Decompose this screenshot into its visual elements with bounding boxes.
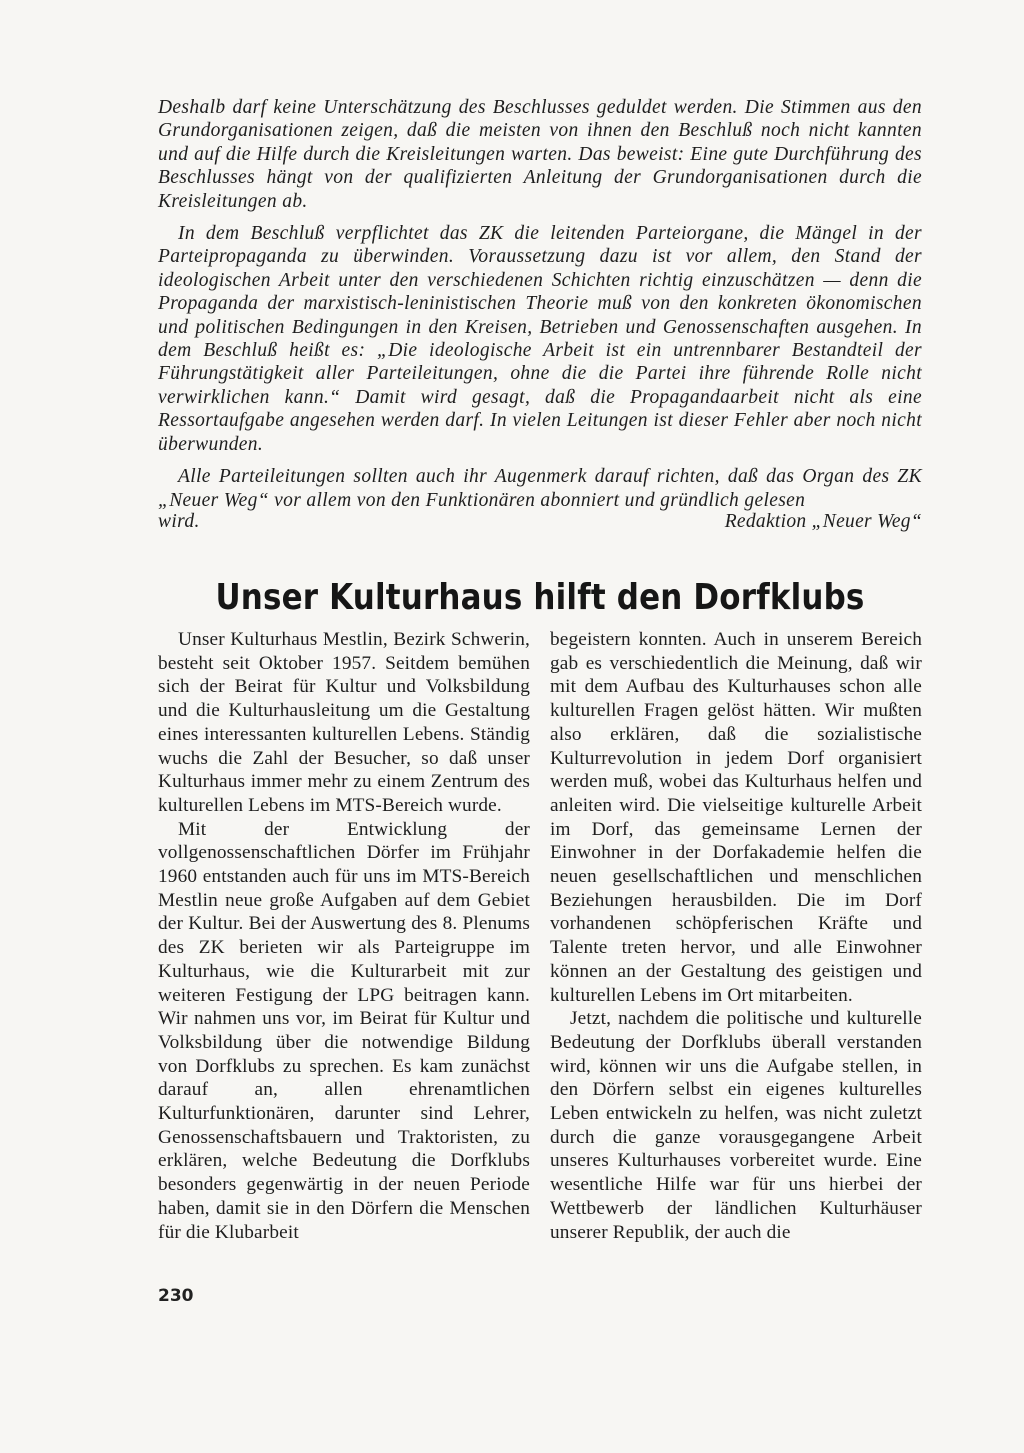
left-column <box>158 628 530 1244</box>
article-body <box>158 628 922 1244</box>
intro-paragraph-1: Deshalb darf keine Unterschätzung des Beschlusses geduldet werden. Die Stimmen aus den Grundorganisationen zeigen, daß die meisten von ihnen den Beschluß noch nicht kannten und auf die Hilfe durch die Kreisleitungen warten. Das beweist: Eine gute Durchführung des Beschlusses hängt von der qualifizierten Anleitung der Grundorganisationen durch die Kreisleitungen ab. <box>158 97 922 212</box>
left-paragraph-2: Mit der Entwicklung der vollgenossenschaftlichen Dörfer im Frühjahr 1960 entstanden auch für uns im MTS-Bereich Mestlin neue große Aufgaben auf dem Gebiet der Kultur. Bei der Auswertung des 8. Plenums des ZK berieten wir als Parteigruppe im Kulturhaus, wie die Kulturarbeit mit zur weiteren Festigung der LPG beitragen kann. Wir nahmen uns vor, im Beirat für Kultur und Volksbildung über die notwendige Bildung von Dorfklubs zu sprechen. Es kam zunächst darauf an, allen ehrenamtlichen Kulturfunktionären, darunter sind Lehrer, Genossenschaftsbauern und Traktoristen, zu erklären, welche Bedeutung die Dorfklubs besonders gegenwärtig in der neuen Periode haben, damit sie in den Dörfern die Menschen für die Klubarbeit <box>158 818 530 1243</box>
right-paragraph-2: Jetzt, nachdem die politische und kulturelle Bedeutung der Dorfklubs überall verstanden wird, können wir uns die Aufgabe stellen, in den Dörfern selbst ein eigenes kulturelles Leben entwickeln zu helfen, was nicht zuletzt durch die ganze vorausgegangene Arbeit unseres Kulturhauses vorbereitet wurde. Eine wesentliche Hilfe war für uns hierbei der Wettbewerb der ländlichen Kulturhäuser unserer Republik, der auch die <box>550 1008 922 1243</box>
right-column <box>550 628 922 1244</box>
left-paragraph-1: Unser Kulturhaus Mestlin, Bezirk Schwerin, besteht seit Oktober 1957. Seitdem bemühen sich der Beirat für Kultur und Volksbildung und die Kulturhausleitung um die Gestaltung eines interessanten kulturellen Lebens. Ständig wuchs die Zahl der Besucher, so daß unser Kulturhaus immer mehr zu einem Zentrum des kulturellen Lebens im MTS-Bereich wurde. <box>158 629 530 816</box>
editorial-intro <box>158 96 922 533</box>
editorial-credit: Redaktion „Neuer Weg“ <box>724 510 922 532</box>
right-paragraph-1: begeistern konnten. Auch in unserem Bereich gab es verschiedentlich die Meinung, daß wir mit dem Aufbau des Kulturhauses schon alle kulturellen Fragen gelöst hätten. Wir mußten also erklären, daß die sozialistische Kulturrevolution in jedem Dorf organisiert werden muß, wobei das Kulturhaus helfen und anleiten wird. Die vielseitige kulturelle Arbeit im Dorf, das gemeinsame Lernen der Einwohner in der Dorfakademie helfen die neuen gesellschaftlichen und menschlichen Beziehungen herausbilden. Die im Dorf vorhandenen schöpferischen Kräfte und Talente treten hervor, und alle Einwohner können an der Gestaltung des geistigen und kulturellen Lebens im Ort mitarbeiten. <box>550 629 922 1006</box>
intro-paragraph-3: Alle Parteileitungen sollten auch ihr Augenmerk darauf richten, daß das Organ des ZK „Neuer Weg“ vor allem von den Funktionären abonniert und gründlich gelesen <box>158 466 922 511</box>
page-number: 230 <box>158 1286 194 1306</box>
article-title: Unser Kulturhaus hilft den Dorfklubs <box>215 577 865 619</box>
intro-last-word: wird. <box>158 510 200 532</box>
intro-closing-line <box>158 510 922 533</box>
intro-paragraph-2: In dem Beschluß verpflichtet das ZK die leitenden Parteiorgane, die Mängel in der Parteipropaganda zu überwinden. Voraussetzung dazu ist vor allem, den Stand der ideologischen Arbeit unter den verschiedenen Schichten richtig einzuschätzen — denn die Propaganda der marxistisch-leninistischen Theorie muß von den konkreten ökonomischen und politischen Bedingungen in den Kreisen, Betrieben und Genossenschaften ausgehen. In dem Beschluß heißt es: „Die ideologische Arbeit ist ein untrennbarer Bestandteil der Führungstätigkeit aller Parteileitungen, ohne die die Partei ihre führende Rolle nicht verwirklichen kann.“ Damit wird gesagt, daß die Propagandaarbeit nicht als eine Ressortaufgabe angesehen werden darf. In vielen Leitungen ist dieser Fehler aber noch nicht überwunden. <box>158 223 922 455</box>
